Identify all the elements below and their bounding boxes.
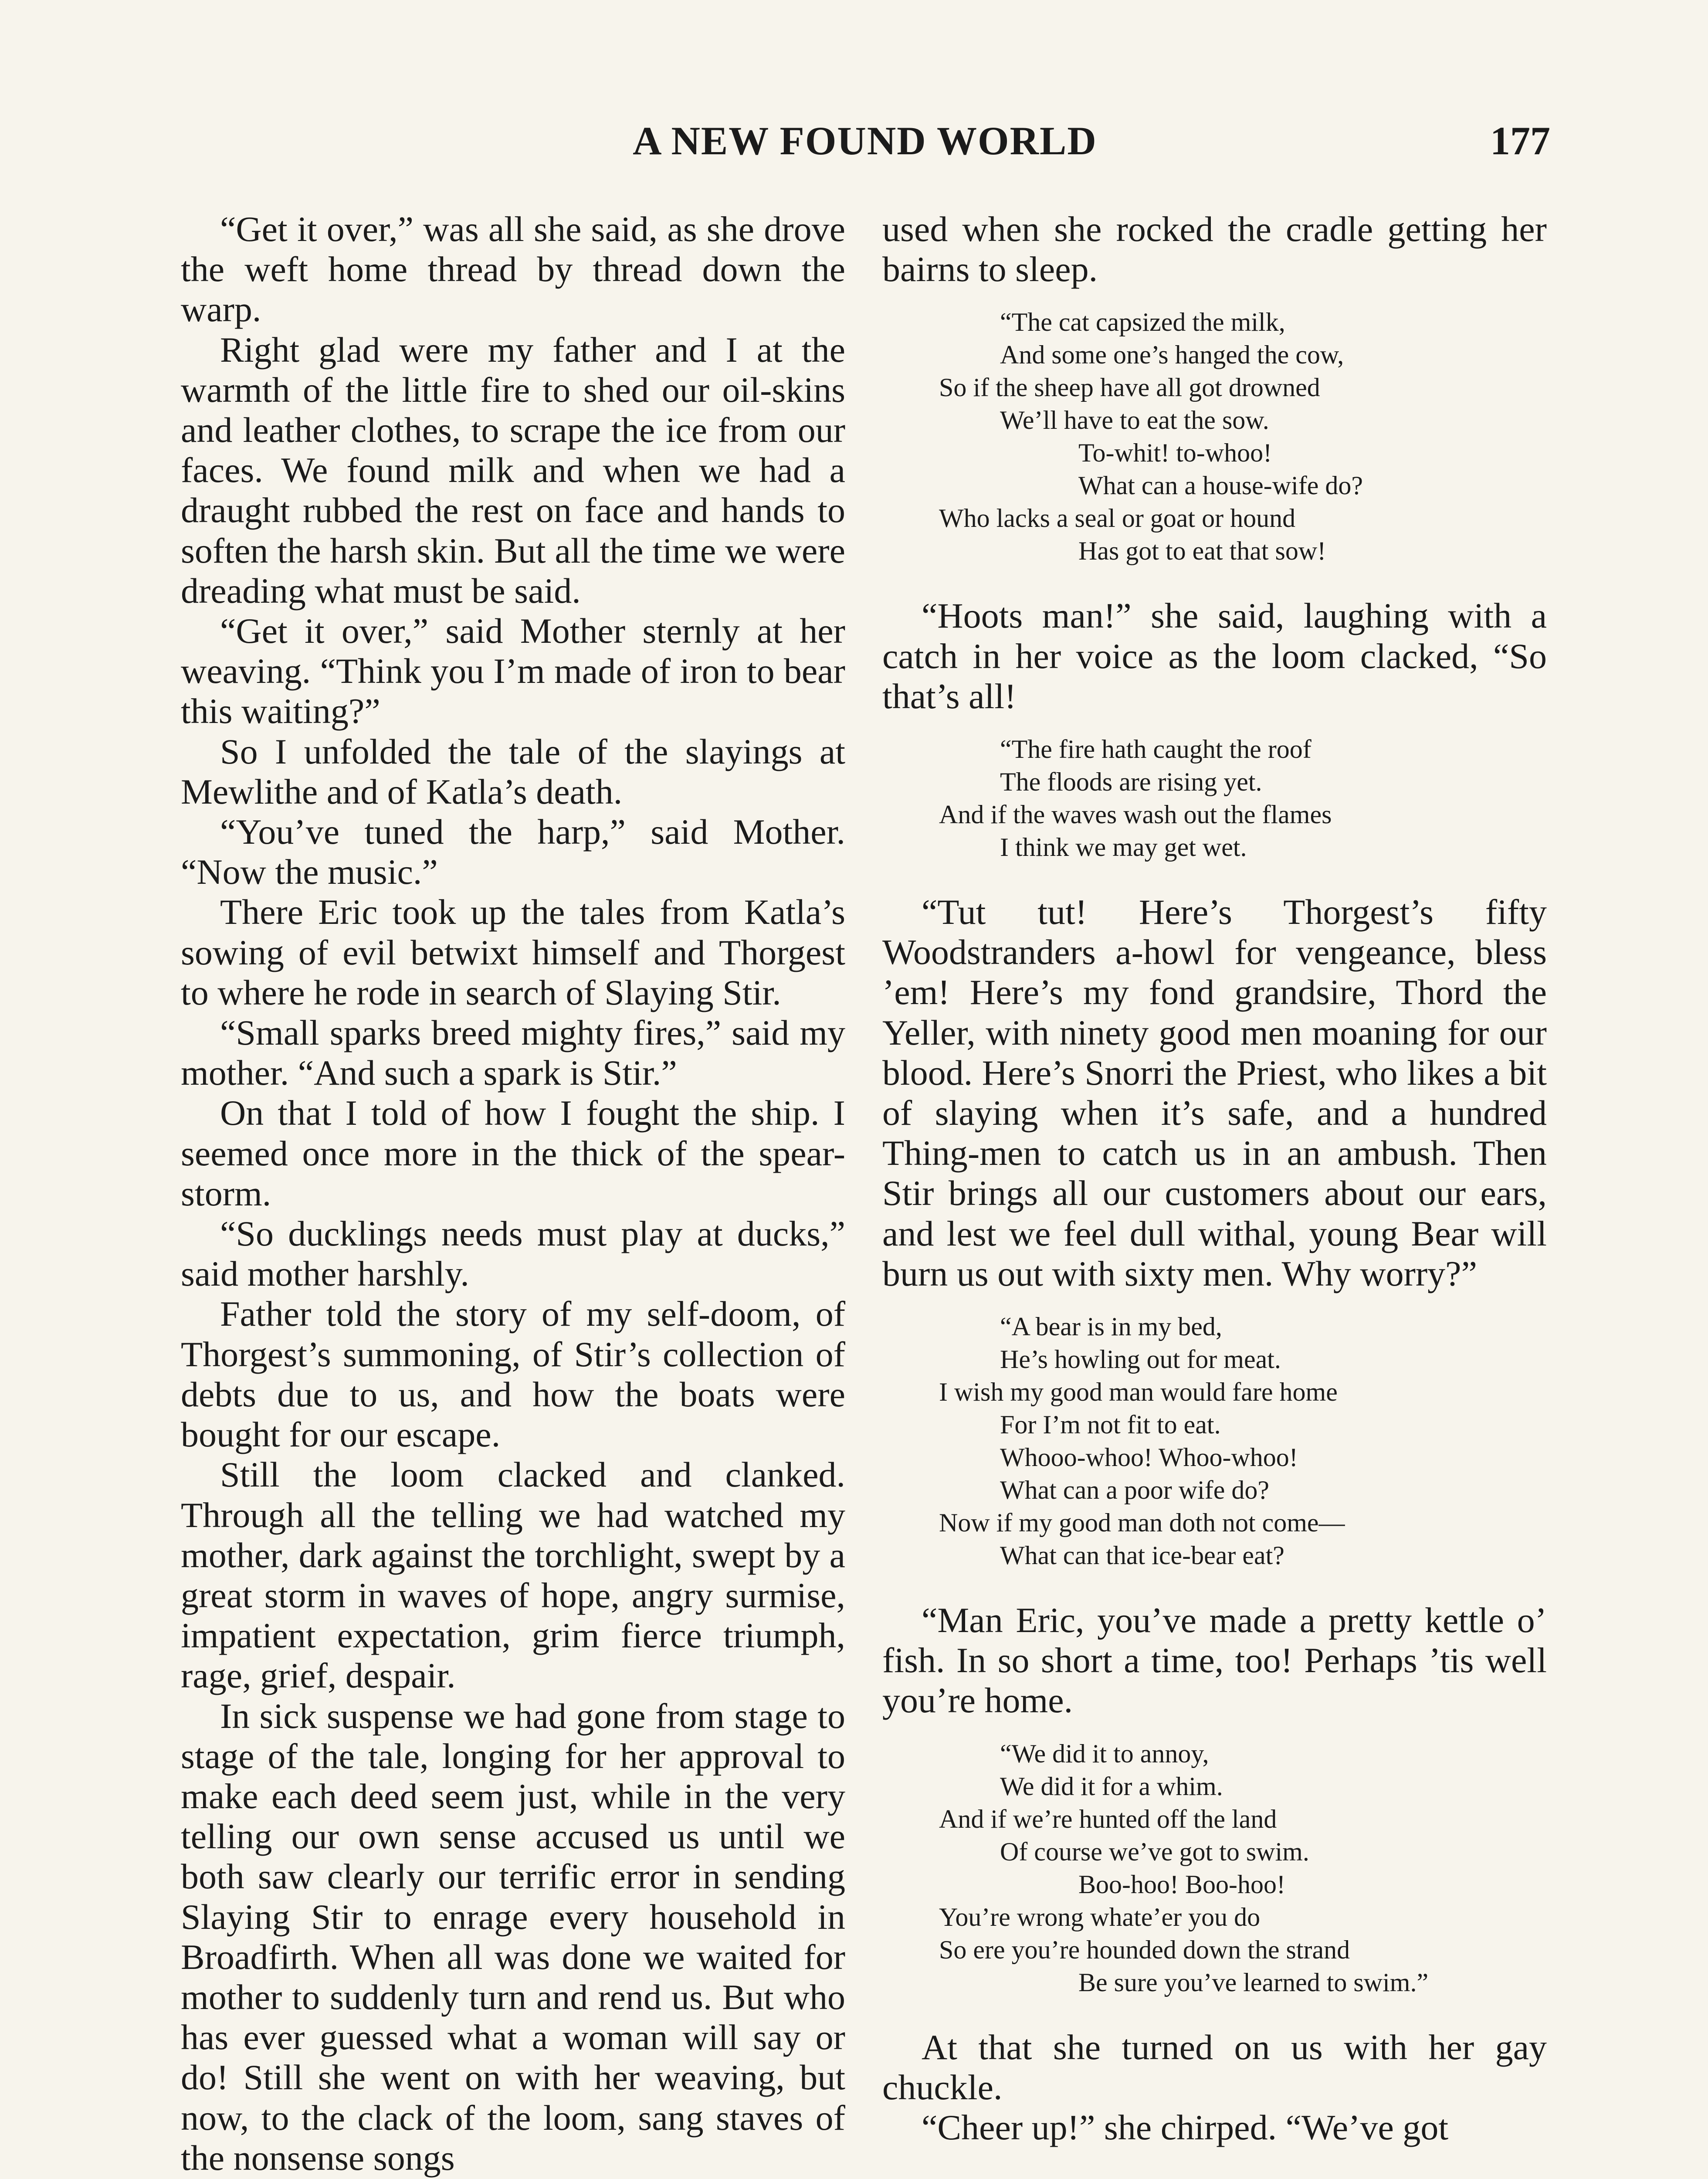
paragraph: “So ducklings needs must play at ducks,” said mother harshly. [181,1214,845,1294]
paragraph: “Cheer up!” she chirped. “We’ve got [922,2108,1449,2148]
verse-line: I wish my good man would fare home [939,1378,1338,1407]
paragraph: used when she rocked the cradle getting her bairns to sleep. [882,209,1547,289]
verse-line: Has got to eat that sow! [1078,536,1326,566]
paragraph: On that I told of how I fought the ship. I seemed once more in the thick of the spear-storm. [181,1093,845,1213]
verse-line: “A bear is in my bed, [1000,1312,1222,1341]
left-column [181,209,845,2178]
verse-line: To-whit! to-whoo! [1078,438,1272,468]
verse-line: We’ll have to eat the sow. [1000,406,1269,435]
paragraph: “Small sparks breed mighty fires,” said my mother. “And such a spark is Stir.” [181,1013,845,1093]
verse-line: He’s howling out for meat. [1000,1345,1281,1374]
verse-line: Whooo-whoo! Whoo-whoo! [1000,1443,1298,1472]
running-header-title: A NEW FOUND WORLD [633,119,1097,163]
verse-block [882,306,1547,567]
paragraph: “Hoots man!” she said, laughing with a catch in her voice as the loom clacked, “So that’s all! [882,596,1547,716]
paragraph: “You’ve tuned the harp,” said Mother. “Now the music.” [181,812,845,892]
verse-line: The floods are rising yet. [1000,767,1262,797]
verse-line: I think we may get wet. [1000,833,1247,862]
paragraph: Still the loom clacked and clanked. Through all the telling we had watched my mother, dark against the torchlight, swept by a great storm in waves of hope, angry surmise, impatient expectation, grim fierce triumph, rage, grief, despair. [181,1455,845,1696]
paragraph: There Eric took up the tales from Katla’s sowing of evil betwixt himself and Thorgest to where he rode in search of Slaying Stir. [181,892,845,1012]
verse-line: We did it for a whim. [1000,1772,1223,1801]
verse-block [882,1738,1547,1999]
verse-line: Boo-hoo! Boo-hoo! [1078,1870,1285,1899]
verse-line: So ere you’re hounded down the strand [939,1935,1350,1964]
paragraph: In sick suspense we had gone from stage to stage of the tale, longing for her approval to make each deed seem just, while in the very telling our own sense accused us until we both saw clearly our terrific error in sending Slaying Stir to enrage every household in Broadfirth. When all was done we waited for mother to suddenly turn and rend us. But who has ever guessed what a woman will say or do! Still she went on with her weaving, but now, to the clack of the loom, sang staves of the nonsense songs [181,1696,845,2178]
page-number: 177 [1490,119,1550,163]
verse-line: What can a poor wife do? [1000,1476,1270,1505]
verse-line: For I’m not fit to eat. [1000,1410,1221,1439]
paragraph: At that she turned on us with her gay chuckle. [882,2027,1547,2107]
paragraph: “Get it over,” was all she said, as she drove the weft home thread by thread down the warp. [181,209,845,329]
verse-block [882,733,1547,864]
paragraph: “Man Eric, you’ve made a pretty kettle o’ fish. In so short a time, too! Perhaps ’tis well you’re home. [882,1600,1547,1721]
verse-line: “The fire hath caught the roof [1000,735,1312,764]
verse-line: Be sure you’ve learned to swim.” [1078,1968,1429,1997]
paragraph: So I unfolded the tale of the slayings at Mewlithe and of Katla’s death. [181,731,845,811]
verse-line: Of course we’ve got to swim. [1000,1837,1309,1866]
verse-line: “We did it to annoy, [1000,1739,1209,1768]
verse-line: You’re wrong whate’er you do [939,1902,1261,1931]
paragraph: “Tut tut! Here’s Thorgest’s fifty Woodstranders a-howl for vengeance, bless ’em! Here’s my fond grandsire, Thord the Yeller, with ninety good men moaning for our blood. Here’s Snorri the Priest, who likes a bit of slaying when it’s safe, and a hundred Thing-men to catch us in an ambush. Then Stir brings all our customers about our ears, and lest we feel dull withal, young Bear will burn us out with sixty men. Why worry?” [882,892,1547,1293]
verse-line: What can a house-wife do? [1078,471,1363,500]
verse-line: “The cat capsized the milk, [1000,308,1285,337]
paragraph: Right glad were my father and I at the warmth of the little fire to shed our oil-skins and leather clothes, to scrape the ice from our faces. We found milk and when we had a draught rubbed the rest on face and hands to soften the harsh skin. But all the time we were dreading what must be said. [181,329,845,611]
verse-line: Now if my good man doth not come— [939,1508,1345,1538]
paragraph: Father told the story of my self-doom, of Thorgest’s summoning, of Stir’s collection of debts due to us, and how the boats were bought for our escape. [181,1294,845,1455]
verse-line: And if we’re hunted off the land [939,1804,1277,1833]
verse-line: And some one’s hanged the cow, [1000,340,1344,370]
right-column [882,209,1547,2148]
paragraph: “Get it over,” said Mother sternly at her weaving. “Think you I’m made of iron to bear this waiting?” [181,611,845,731]
verse-line: And if the waves wash out the flames [939,800,1332,829]
verse-line: What can that ice-bear eat? [1000,1541,1284,1570]
verse-block [882,1310,1547,1572]
verse-line: Who lacks a seal or goat or hound [939,504,1296,533]
verse-line: So if the sheep have all got drowned [939,373,1320,402]
